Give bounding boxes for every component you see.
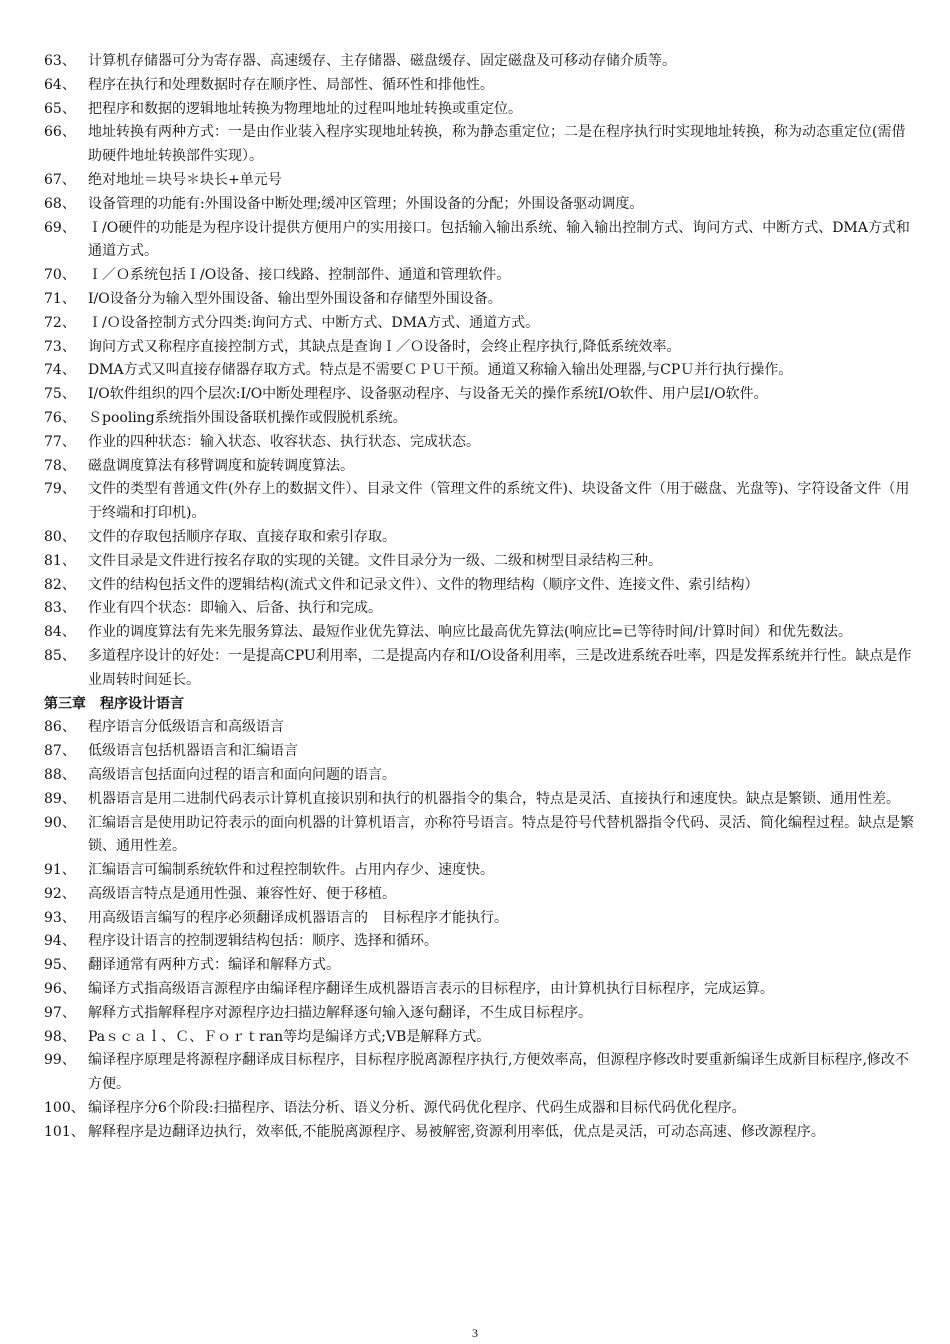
item-number: 77、 [44,433,76,450]
item-text: 作业的四种状态：输入状态、收容状态、执行状态、完成状态。 [88,433,480,450]
item-text: I/O软件组织的四个层次:I/O中断处理程序、设备驱动程序、与设备无关的操作系统I/O软件、用户层I/O软件。 [88,386,768,403]
item-number: 67、 [44,171,76,188]
list-item [44,478,916,526]
item-number: 99、 [44,1052,76,1069]
item-number: 68、 [44,195,76,212]
list-item [44,597,916,621]
list-item [44,383,916,407]
list-item [44,98,916,122]
item-number: 71、 [44,290,76,307]
list-item [44,264,916,288]
item-number: 96、 [44,981,76,998]
numbered-list-os [44,50,916,693]
item-number: 87、 [44,743,76,760]
item-text: 计算机存储器可分为寄存器、高速缓存、主存储器、磁盘缓存、固定磁盘及可移动存储介质等。 [88,53,676,69]
item-number: 69、 [44,219,76,236]
item-number: 82、 [44,576,76,593]
list-item [44,812,916,860]
list-item [44,621,916,645]
item-number: 86、 [44,719,76,736]
list-item [44,359,916,383]
item-text: 汇编语言可编制系统软件和过程控制软件。占用内存少、速度快。 [88,862,494,879]
item-number: 66、 [44,124,76,141]
item-number: 97、 [44,1004,76,1021]
item-text: 解释程序是边翻译边执行，效率低,不能脱离源程序、易被解密,资源利用率低，优点是灵活，可动态高速、修改源程序。 [88,1123,825,1140]
item-text: 用高级语言编写的程序必须翻译成机器语言的 目标程序才能执行。 [88,909,508,926]
item-number: 95、 [44,957,76,974]
item-number: 75、 [44,386,76,403]
list-item [44,740,916,764]
list-item [44,74,916,98]
item-number: 73、 [44,338,76,355]
list-item [44,716,916,740]
item-number: 92、 [44,885,76,902]
item-text: 作业有四个状态：即输入、后备、执行和完成。 [88,600,382,617]
list-item [44,455,916,479]
list-item [44,764,916,788]
list-item [44,1097,916,1121]
item-text: 地址转换有两种方式：一是由作业装入程序实现地址转换，称为静态重定位；二是在程序执行时实现地址转换，称为动态重定位(需借助硬件地址转换部件实现）。 [88,124,906,165]
item-text: DMA方式又叫直接存储器存取方式。特点是不需要ＣＰＵ干预。通道又称输入输出处理器,与CPＵ并行执行操作。 [88,362,793,379]
list-item [44,859,916,883]
chapter-heading [44,693,916,717]
item-text: 文件的存取包括顺序存取、直接存取和索引存取。 [88,528,396,545]
list-item [44,907,916,931]
item-number: 91、 [44,862,76,879]
item-number: 70、 [44,267,76,284]
list-item [44,788,916,812]
item-number: 80、 [44,528,76,545]
list-item [44,1002,916,1026]
item-number: 78、 [44,457,76,474]
list-item [44,574,916,598]
item-text: 程序设计语言的控制逻辑结构包括：顺序、选择和循环。 [88,933,438,950]
item-text: Ｉ／Ｏ系统包括Ｉ/O设备、接口线路、控制部件、通道和管理软件。 [88,267,511,284]
item-number: 74、 [44,362,76,379]
item-number: 101、 [44,1123,85,1140]
item-text: Ｓpooling系统指外围设备联机操作或假脱机系统。 [88,409,407,426]
item-text: 高级语言特点是通用性强、兼容性好、便于移植。 [88,885,396,902]
list-item [44,121,916,169]
item-text: 程序在执行和处理数据时存在顺序性、局部性、循环性和排他性。 [88,76,494,93]
list-item [44,312,916,336]
item-number: 81、 [44,552,76,569]
list-item [44,288,916,312]
list-item [44,50,916,74]
item-number: 83、 [44,600,76,617]
item-text: 汇编语言是使用助记符表示的面向机器的计算机语言，亦称符号语言。特点是符号代替机器指令代码、灵活、简化编程过程。缺点是繁锁、通用性差。 [88,814,914,855]
item-text: 把程序和数据的逻辑地址转换为物理地址的过程叫地址转换或重定位。 [88,100,522,117]
item-text: 文件的结构包括文件的逻辑结构(流式文件和记录文件）、文件的物理结构（顺序文件、连接文件、索引结构） [88,576,759,593]
chapter-label: 第三章 [44,695,86,712]
item-number: 76、 [44,409,76,426]
item-text: 编译方式指高级语言源程序由编译程序翻译生成机器语言表示的目标程序，由计算机执行目标程序，完成运算。 [88,981,774,998]
item-text: 磁盘调度算法有移臂调度和旋转调度算法。 [88,457,354,474]
item-text: 询问方式又称程序直接控制方式，其缺点是查询Ｉ／Ｏ设备时，会终止程序执行,降低系统效率。 [88,338,681,355]
item-text: 文件的类型有普通文件(外存上的数据文件）、目录文件（管理文件的系统文件)、块设备文件（用于磁盘、光盘等)、字符设备文件（用于终端和打印机)。 [88,481,910,522]
item-number: 72、 [44,314,76,331]
list-item [44,169,916,193]
item-text: Ｉ/O硬件的功能是为程序设计提供方便用户的实用接口。包括输入输出系统、输入输出控制方式、询问方式、中断方式、DMA方式和通道方式。 [88,219,910,260]
item-text: 程序语言分低级语言和高级语言 [88,719,284,736]
list-item [44,978,916,1002]
item-number: 88、 [44,766,76,783]
list-item [44,1049,916,1097]
item-text: 低级语言包括机器语言和汇编语言 [88,743,298,760]
item-text: Paｓｃａｌ、Ｃ、Ｆｏｒｔran等均是编译方式;VB是解释方式。 [88,1028,491,1045]
document-body [44,50,916,1145]
list-item [44,645,916,693]
list-item [44,193,916,217]
list-item [44,1026,916,1050]
item-number: 85、 [44,647,76,664]
item-number: 84、 [44,624,76,641]
item-number: 63、 [44,53,76,69]
item-text: 解释方式指解释程序对源程序边扫描边解释逐句输入逐句翻译，不生成目标程序。 [88,1004,592,1021]
item-text: 设备管理的功能有:外围设备中断处理;缓冲区管理；外围设备的分配；外围设备驱动调度。 [88,195,644,212]
item-text: 绝对地址＝块号＊块长+单元号 [88,171,282,188]
list-item [44,930,916,954]
item-text: 高级语言包括面向过程的语言和面向问题的语言。 [88,766,396,783]
item-number: 79、 [44,481,76,498]
numbered-list-programming [44,716,916,1144]
list-item [44,407,916,431]
item-text: 多道程序设计的好处：一是提高CPU利用率，二是提高内存和I/O设备利用率，三是改进系统吞吐率，四是发挥系统并行性。缺点是作业周转时间延长。 [88,647,912,688]
list-item [44,217,916,265]
page-number: 3 [472,1326,478,1340]
item-number: 64、 [44,76,76,93]
item-number: 89、 [44,790,76,807]
item-text: I/O设备分为输入型外围设备、输出型外围设备和存储型外围设备。 [88,290,502,307]
item-number: 65、 [44,100,76,117]
item-text: 编译程序分6个阶段:扫描程序、语法分析、语义分析、源代码优化程序、代码生成器和目标代码优化程序。 [88,1100,746,1117]
item-text: 翻译通常有两种方式：编译和解释方式。 [88,957,340,974]
item-number: 94、 [44,933,76,950]
item-text: 编译程序原理是将源程序翻译成目标程序，目标程序脱离源程序执行,方便效率高，但源程序修改时要重新编译生成新目标程序,修改不方便。 [88,1052,909,1093]
item-text: 机器语言是用二进制代码表示计算机直接识别和执行的机器指令的集合，特点是灵活、直接执行和速度快。缺点是繁锁、通用性差。 [88,790,900,807]
list-item [44,954,916,978]
list-item [44,550,916,574]
item-number: 100、 [44,1100,85,1117]
list-item [44,1121,916,1145]
list-item [44,431,916,455]
item-text: Ｉ/Ｏ设备控制方式分四类:询问方式、中断方式、DMA方式、通道方式。 [88,314,540,331]
item-number: 98、 [44,1028,76,1045]
list-item [44,336,916,360]
item-text: 文件目录是文件进行按名存取的实现的关键。文件目录分为一级、二级和树型目录结构三种。 [88,552,662,569]
item-text: 作业的调度算法有先来先服务算法、最短作业优先算法、响应比最高优先算法(响应比=已等待时间/计算时间）和优先数法。 [88,624,852,641]
item-number: 93、 [44,909,76,926]
item-number: 90、 [44,814,76,831]
list-item [44,526,916,550]
chapter-title: 程序设计语言 [100,695,184,712]
list-item [44,883,916,907]
